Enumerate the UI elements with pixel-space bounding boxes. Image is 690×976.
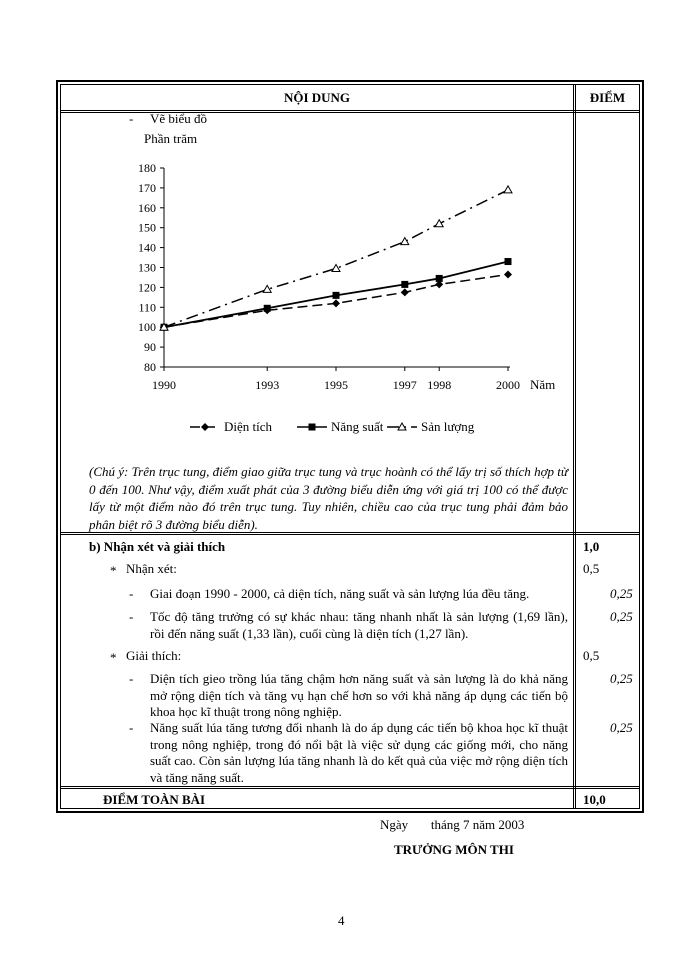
legend-label-3: Sản lượng — [421, 419, 475, 434]
y-tick-label: 100 — [138, 320, 156, 335]
series-3-point — [504, 186, 512, 193]
series-2-point — [505, 258, 512, 265]
explain-item-1-bullet: - — [129, 671, 134, 686]
explain-item-1-score: 0,25 — [610, 671, 633, 686]
remark-item-2-bullet: - — [129, 609, 134, 624]
explain-item-2-text: Năng suất lúa tăng tương đối nhanh là do áp dụng các tiến bộ khoa học kĩ thuật trong nông nghiệp, trong đó nổi bật là việc sử dụng các giống mới, cho năng suất cao. Còn sản lượng lúa tăng nhanh là do kết quả của việc mở rộng diện tích và tăng năng suất. — [150, 720, 568, 785]
series-2-point — [401, 281, 408, 288]
x-tick-label: 2000 — [496, 378, 520, 392]
remark-item-2-score: 0,25 — [610, 609, 633, 624]
signature-date: Ngày tháng 7 năm 2003 — [380, 817, 525, 832]
x-tick-label: 1998 — [427, 378, 452, 392]
legend-marker-2 — [309, 424, 316, 431]
total-score: 10,0 — [583, 792, 606, 807]
header-score-label: ĐIỂM — [589, 90, 626, 105]
remark-label: Nhận xét: — [126, 561, 177, 576]
series-1-point — [401, 288, 409, 296]
remark-item-2-text: Tốc độ tăng trưởng có sự khác nhau: tăng nhanh nhất là sản lượng (1,69 lần), rồi đến năng suất (1,33 lần), cuối cùng là diện tích (1,27 lần). — [150, 609, 568, 641]
total-label: ĐIỂM TOÀN BÀI — [103, 792, 206, 807]
y-tick-label: 140 — [138, 240, 156, 255]
legend-marker-1 — [201, 423, 209, 431]
y-tick-label: 110 — [138, 300, 156, 315]
explain-item-1-text: Diện tích gieo trồng lúa tăng chậm hơn năng suất và sản lượng là do khả năng mở rộng diện tích và tăng vụ hạn chế hơn so với khả năng áp dụng các tiến bộ khoa học kĩ thuật trong nông nghiệp. — [150, 671, 568, 719]
remark-item-1-score: 0,25 — [610, 586, 633, 601]
series-3-point — [332, 264, 340, 271]
y-axis-label: Phần trăm — [144, 131, 198, 146]
chart-heading: Vẽ biểu đồ — [150, 111, 208, 126]
y-tick-label: 80 — [144, 360, 156, 374]
series-2-point — [436, 275, 443, 282]
section-b-score: 1,0 — [583, 539, 600, 554]
legend-label-1: Diện tích — [224, 419, 273, 434]
signature-title: TRƯỞNG MÔN THI — [394, 842, 514, 857]
series-1-point — [504, 270, 512, 278]
explain-star: * — [110, 650, 117, 665]
explain-item-2-bullet: - — [129, 720, 134, 735]
y-tick-label: 120 — [138, 280, 156, 295]
series-1-point — [332, 299, 340, 307]
series-2-point — [333, 292, 340, 299]
x-tick-label: 1993 — [255, 378, 280, 392]
explain-score: 0,5 — [583, 648, 600, 663]
series-3-point — [435, 220, 443, 227]
series-3-point — [263, 285, 271, 292]
chart-note: (Chú ý: Trên trục tung, điểm giao giữa trục tung và trục hoành có thể lấy trị số thích hợp từ 0 đến 100. Như vậy, điểm xuất phát của 3 đường biểu diễn ứng với giá trị 100 có thể được lấy từ một điểm nào đó trên trục tung. Tuy nhiên, chiều cao của trục tung phải đảm bảo phân biệt rõ 3 đường biểu diễn). — [89, 464, 568, 532]
remark-score: 0,5 — [583, 561, 600, 576]
page-number: 4 — [338, 913, 345, 928]
explain-label: Giải thích: — [126, 648, 182, 663]
y-tick-label: 130 — [138, 260, 156, 275]
header-content-label: NỘI DUNG — [283, 90, 351, 105]
legend-label-2: Năng suất — [331, 419, 384, 434]
y-tick-label: 160 — [138, 200, 156, 215]
chart-bullet: - — [129, 111, 134, 126]
section-b-title: b) Nhận xét và giải thích — [89, 539, 226, 554]
x-tick-label: 1997 — [392, 378, 417, 392]
series-3-point — [401, 238, 409, 245]
x-tick-label: 1995 — [324, 378, 348, 392]
y-tick-label: 90 — [144, 340, 156, 355]
y-tick-label: 180 — [138, 161, 156, 175]
remark-item-1-text: Giai đoạn 1990 - 2000, cả diện tích, năng suất và sản lượng lúa đều tăng. — [150, 586, 530, 601]
x-axis-label: Năm — [530, 377, 556, 392]
remark-star: * — [110, 563, 117, 578]
series-2-point — [264, 305, 271, 312]
y-tick-label: 170 — [138, 180, 156, 195]
x-tick-label: 1990 — [152, 378, 176, 392]
explain-item-2-score: 0,25 — [610, 720, 633, 735]
y-tick-label: 150 — [138, 220, 156, 235]
remark-item-1-bullet: - — [129, 586, 134, 601]
line-chart — [0, 0, 690, 460]
